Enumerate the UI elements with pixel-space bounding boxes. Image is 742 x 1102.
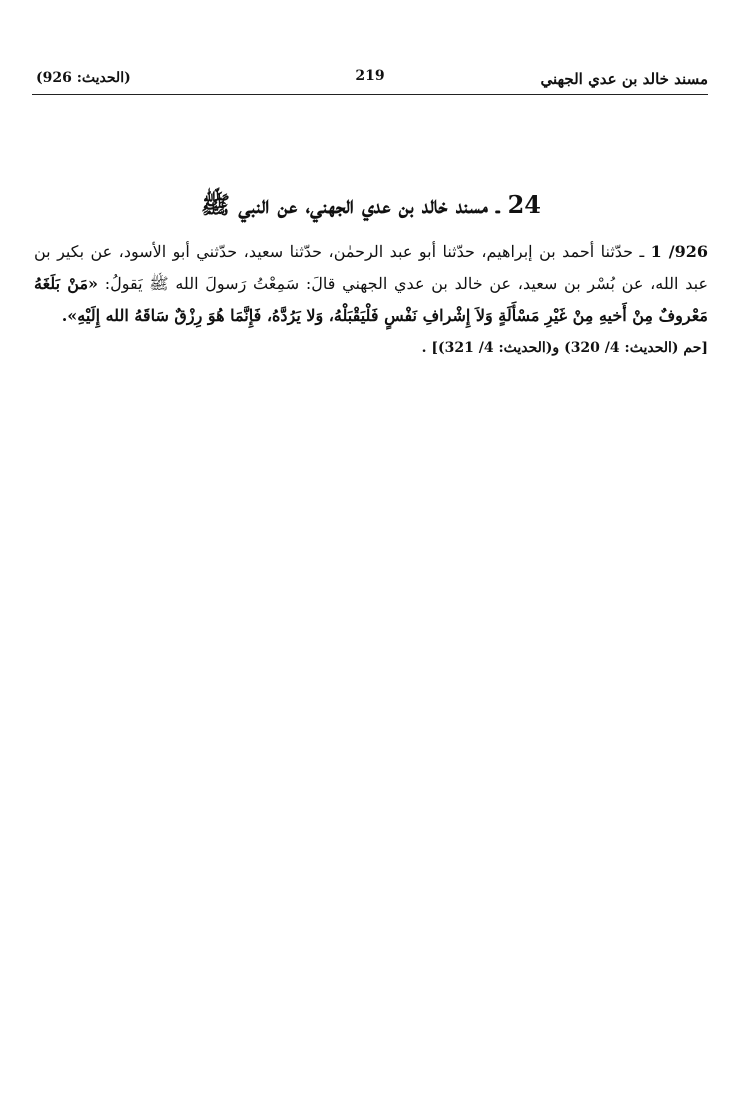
section-title: 24 ـ مسند خالد بن عدي الجهني، عن النبي ﷺ bbox=[201, 190, 541, 219]
page-number: 219 bbox=[355, 68, 385, 84]
hadith-number: 926/ 1 bbox=[650, 242, 709, 261]
hadith-matn: «مَنْ بَلَغَهُ مَعْروفٌ مِنْ أَخيهِ مِنْ غَيْرِ مَسْأَلَةٍ وَلاَ إِشْرافِ نَفْسٍ فَلْيَقْبَلْهُ، وَلا يَرُدَّهُ، فَإِنَّمَا هُوَ رِزْقٌ سَاقَهُ الله إِلَيْهِ». bbox=[34, 274, 708, 325]
header-hadith-ref: (الحديث: 926) bbox=[36, 70, 131, 86]
running-header bbox=[32, 66, 708, 95]
hadith-isnad: ـ حدّثنا أحمد بن إبراهيم، حدّثنا أبو عبد الرحمٰن، حدّثنا سعيد، حدّثني أبو الأسود، عن بكير بن عبد الله، عن بُسْر بن سعيد، عن خالد بن عدي الجهني قالَ: سَمِعْتُ رَسولَ الله ﷺ يَقولُ: bbox=[34, 242, 708, 293]
source-reference: [حم (الحديث: 4/ 320) و(الحديث: 4/ 321)] . bbox=[421, 340, 708, 356]
hadith-paragraph bbox=[34, 236, 708, 332]
header-chapter-title: مسند خالد بن عدي الجهني bbox=[540, 70, 708, 88]
